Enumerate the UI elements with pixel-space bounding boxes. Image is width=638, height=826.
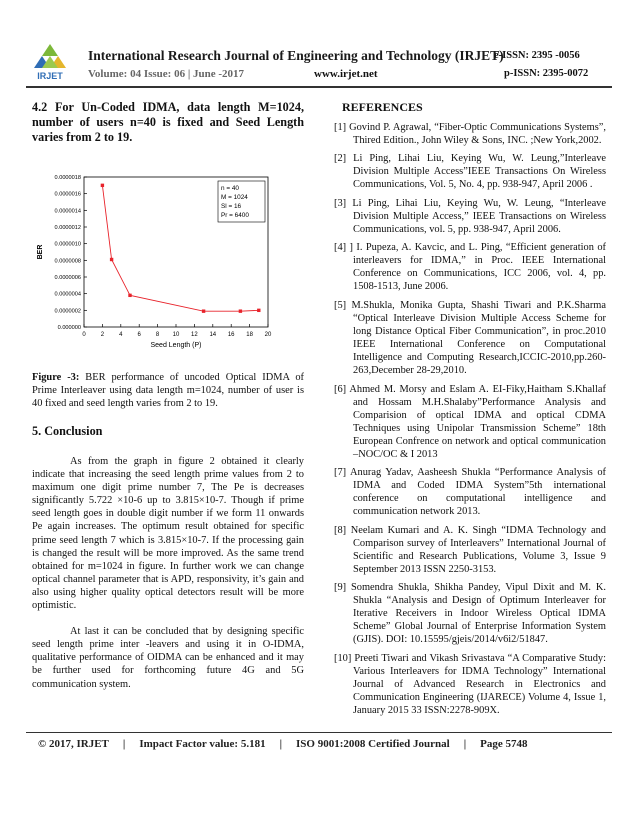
- x-tick-label: 20: [264, 332, 272, 338]
- e-issn: e-ISSN: 2395 -0056: [494, 50, 580, 61]
- conclusion-paragraph-1: As from the graph in figure 2 obtained it clearly indicate that increasing the seed length prime values from 2 to maximum one digit prime number 7, The Pe is decreases significantly 5.722 ×10-6 up to 3.815×10-7. Though if prime seed length goes in double digit number if we form 11 onwards Pe again increases. The optimum result obtained for specific prime seed length 7 which is 3.815×10-7. If the processing gain is changed the result will be more improved. As the same trend obtained for m=1024 in figure. In further work we can change optical channel parameter that is APD, responsivity, it’s gain and also using higher quality optical detectors result will be more optimistic.: [32, 456, 304, 612]
- footer-separator: |: [463, 738, 467, 750]
- logo-text: IRJET: [37, 71, 63, 81]
- right-column: [334, 100, 606, 717]
- reference-item: [4] ] I. Pupeza, A. Kavcic, and L. Ping, “Efficient generation of interleavers for IDMA,” in Proc. IEEE International Conference on Communications, ICC 2006, vol. 4, pp. 1508-1513, June 2006.: [334, 242, 606, 293]
- footer-separator: |: [279, 738, 283, 750]
- ber-data-point: [239, 309, 242, 312]
- left-column: [32, 100, 304, 691]
- footer-separator: |: [122, 738, 126, 750]
- y-tick-label: 0.0000014: [54, 208, 81, 215]
- ber-data-point: [110, 258, 113, 261]
- ber-chart: [32, 169, 304, 363]
- x-tick-label: 12: [191, 332, 198, 338]
- volume-issue: Volume: 04 Issue: 06 | June -2017: [88, 68, 245, 80]
- page-footer: [38, 738, 528, 750]
- footer-divider: [26, 732, 612, 733]
- x-tick-label: 2: [100, 332, 105, 338]
- reference-item: [9] Somendra Shukla, Shikha Pandey, Vipul Dixit and M. K. Shukla “Analysis and Design of Optimum Interleaver for Iterative Receivers in Indoor Wireless Optical IDMA Scheme” Global Journal of Enterprise Information System (GJIS). DOI: 10.15595/gjeis/2014/v6i2/51847.: [334, 582, 606, 646]
- x-tick-label: 4: [119, 332, 123, 338]
- irjet-logo-icon: [28, 42, 72, 82]
- ber-data-point: [128, 294, 131, 297]
- footer-iso: ISO 9001:2008 Certified Journal: [296, 738, 450, 750]
- x-tick-label: 16: [227, 332, 235, 338]
- y-tick-label: 0.0000012: [54, 225, 81, 231]
- x-tick-label: 6: [137, 332, 141, 338]
- reference-item: [10] Preeti Tiwari and Vikash Srivastava “A Comparative Study: Various Interleavers for IDMA Technology” International Journal of Advanced Research in Electronics and Communication Engineering (IJARECE) Volume 4, Issue 1, January 2015 33 ISSN:2278-909X.: [334, 652, 606, 716]
- ber-data-point: [101, 184, 104, 187]
- legend-entry: Pr = 6400: [221, 212, 249, 219]
- legend-entry: M = 1024: [221, 194, 248, 201]
- y-tick-label: 0.0000004: [54, 291, 81, 298]
- x-tick-label: 10: [172, 332, 180, 338]
- header-divider: [26, 86, 612, 88]
- x-tick-label: 14: [209, 332, 217, 338]
- legend-entry: Sl = 16: [221, 203, 242, 210]
- x-axis-label: Seed Length (P): [150, 342, 202, 349]
- x-tick-label: 18: [246, 332, 253, 338]
- conclusion-heading: 5. Conclusion: [32, 424, 103, 438]
- y-tick-label: 0.0000006: [54, 275, 81, 281]
- y-tick-label: 0.0000018: [54, 175, 81, 181]
- y-tick-label: 0.0000008: [54, 258, 81, 265]
- y-axis-label: BER: [37, 244, 44, 260]
- reference-item: [7] Anurag Yadav, Aasheesh Shukla “Performance Analysis of IDMA and Coded IDMA System”5th international conference on computational intelligence and communication network 2013.: [334, 467, 606, 518]
- reference-item: [5] M.Shukla, Monika Gupta, Shashi Tiwari and P.K.Sharma “Optical Interleave Division Multiple Access Scheme for long Distance Optical Fiber Communication”, in proc.2010 IEEE International Conference on Computational Intelligence and Computing Research,ICCIC-2010,pp.260-263,December 28-29,2010.: [334, 299, 606, 376]
- reference-item: [8] Neelam Kumari and A. K. Singh “IDMA Technology and Comparison survey of Interleavers” International Journal of Scientific and Research Publications, Volume 3, Issue 9 September 2013 ISSN 2250-3153.: [334, 524, 606, 575]
- figure-caption: [32, 371, 304, 410]
- section-heading: 4.2 For Un-Coded IDMA, data length M=1024, number of users n=40 is fixed and Seed Length varies from 2 to 19.: [32, 100, 304, 144]
- legend-entry: n = 40: [221, 185, 239, 192]
- figure-label: Figure -3:: [32, 372, 80, 383]
- reference-item: [2] Li Ping, Lihai Liu, Keying Wu, W. Leung,”Interleave Division Multiple Access”IEEE Transactions On Wireless Communications, Vol. 5, No. 4, pp. 938-947, April 2006 .: [334, 153, 606, 191]
- journal-header: [28, 42, 610, 84]
- ber-data-point: [257, 309, 260, 312]
- journal-title: International Research Journal of Engineering and Technology (IRJET): [88, 48, 504, 63]
- y-tick-label: 0.0000010: [54, 241, 81, 248]
- y-tick-label: 0.0000016: [54, 191, 81, 198]
- footer-copyright: © 2017, IRJET: [38, 738, 109, 750]
- y-tick-label: 0.000000: [57, 325, 81, 331]
- reference-item: [1] Govind P. Agrawal, “Fiber-Optic Communications Systems”, Thired Edition., John Wiley & Sons, INC. ;New York,2002.: [334, 121, 606, 146]
- references-heading: REFERENCES: [342, 100, 423, 114]
- p-issn: p-ISSN: 2395-0072: [504, 68, 589, 79]
- conclusion-paragraph-2: At last it can be concluded that by designing specific seed length prime inter -leavers and using it in O-IDMA, qualitative performance of OIDMA can be enhanced and it may be further used for forthcoming future 4G and 5G communication system.: [32, 626, 304, 690]
- reference-item: [6] Ahmed M. Morsy and Eslam A. EI-Fiky,Haitham S.Khallaf and Hossam M.H.Shalaby”Performance Analysis and Comparision of optical IDMA and optical CDMA Techniques using Unipolar Transmission Scheme” 18th European Confrence on network and optical communication –NOC/OC & I 2013: [334, 383, 606, 460]
- footer-page-number: Page 5748: [480, 738, 528, 750]
- ber-data-point: [202, 309, 205, 312]
- x-tick-label: 0: [82, 332, 86, 338]
- ber-chart-svg: [32, 169, 304, 363]
- figure-caption-text: BER performance of uncoded Optical IDMA of Prime Interleaver using data length m=1024, number of user is 40 fixed and seed length varies from 2 to 19.: [32, 372, 304, 409]
- website-link[interactable]: www.irjet.net: [314, 68, 378, 80]
- reference-item: [3] Li Ping, Lihai Liu, Keying Wu, W. Leung, “Interleave Division Multiple Access,” IEEE Transactions on Wireless Communications, vol. 5, pp. 938-947, April 2006.: [334, 197, 606, 235]
- x-tick-label: 8: [155, 332, 160, 338]
- footer-impact-factor: Impact Factor value: 5.181: [139, 738, 266, 750]
- y-tick-label: 0.0000002: [54, 308, 81, 315]
